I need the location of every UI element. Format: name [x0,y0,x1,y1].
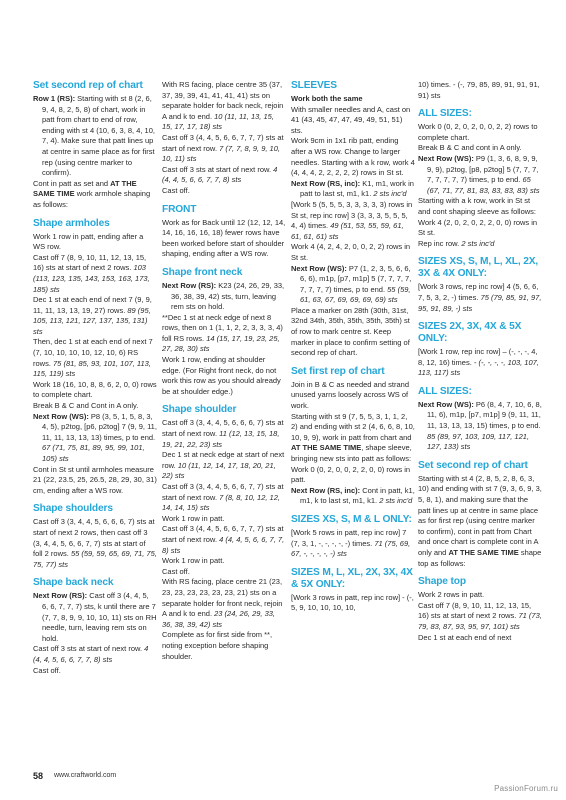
paragraph: Work as for Back until 12 (12, 12, 14, 14, 16, 16, 16, 18) fewer rows have been worked before start of shoulder shaping, ending after a WS row. [162,217,286,259]
paragraph: With smaller needles and A, cast on 41 (43, 45, 47, 47, 49, 49, 51, 51) sts. [291,104,411,135]
page-number: 58 [33,771,44,781]
paragraph: Work 1 row in patt. [162,556,225,566]
subheading: Work both the same [291,94,363,103]
paragraph: Next Row (WS): P6 (8, 4, 7, 10, 6, 8, 11, 6), m1p, [p7, m1p] 9 (9, 11, 11, 11, 13, 13, 13, 15) times, p to end. 85 (89, 97, 103, 109, 117, 121, 127, 133) sts [418,399,542,452]
paragraph: Cast off 3 (4, 4, 5, 6, 6, 7, 7, 7) sts at start of next row. 7 (7, 7, 8, 9, 9, 10, 10, 11) sts [162,132,284,164]
section-heading: Shape front neck [162,266,243,278]
paragraph: With RS facing, place centre 21 (23, 23, 23, 23, 23, 23, 23, 21) sts on a separate holder for front neck, rejoin A and k to end. 23 (24, 26, 29, 33, 36, 38, 39, 42) sts [162,577,283,629]
paragraph: [Work 5 rows in patt, rep inc row] 7 (7, 3, 1, -, -, -, -, -) times. 71 (75, 69, 67, -, -, -, -, -) sts [291,527,411,559]
paragraph: Work 1 row in patt. [162,513,225,523]
paragraph: Next Row (RS): K23 (24, 26, 29, 33, 36, 38, 39, 42) sts, turn, leaving rem sts on hold. [162,280,285,312]
paragraph: Join in B & C as needed and strand unused yarns loosely across WS of work. [291,379,409,411]
paragraph: Work 0 (0, 2, 0, 0, 2, 2, 0, 0) rows in patt. [291,464,411,485]
paragraph: Dec 1 st at each end of next [418,632,512,642]
section-heading: SIZES XS, S, M & L ONLY: [291,513,412,525]
paragraph: Cast off 3 (3, 4, 4, 5, 6, 6, 6, 7) sts at start of next row. 11 (12, 13, 15, 18, 19, 21, 22, 23) sts [162,418,284,449]
paragraph: Cont in St st until armholes measure 21 (22, 23.5, 25, 26.5, 28, 29, 30, 31) cm, ending after a WS row. [33,464,157,495]
paragraph: [Work 3 rows in patt, rep inc row] - (-, 5, 9, 10, 10, 10, 10, [291,592,414,613]
paragraph: Cast off 3 (4, 4, 5, 6, 6, 7, 7, 7) sts at start of next row. 4 (4, 4, 5, 6, 6, 7, 7, 8) sts [162,524,285,555]
paragraph: Dec 1 st at each end of next 7 (9, 9, 11, 11, 13, 13, 19, 27) rows. 89 (95, 105, 113, 121, 127, 137, 135, 131) sts [33,295,152,336]
paragraph: Work 4 (2, 0, 2, 0, 2, 2, 0, 0) rows in St st. [418,217,538,238]
paragraph: Cast off. [162,185,190,195]
paragraph: **Dec 1 st at neck edge of next 8 rows, then on 1 (1, 1, 2, 2, 3, 3, 3, 4) foll RS rows. 14 (15, 17, 19, 23, 25, 27, 28, 30) sts [162,312,283,354]
paragraph: Work 2 rows in patt. [418,590,485,600]
section-heading: SLEEVES [291,80,337,91]
footer-url: www.craftworld.com [54,772,117,779]
watermark: PassionForum.ru [494,784,558,793]
paragraph: Cast off 3 (3, 4, 4, 5, 6, 6, 6, 7) sts at start of next 2 rows, then cast off 3 (3, 4, 4, 5, 6, 6, 7, 7) sts at start of foll 2 rows. 55 (59, 59, 65, 69, 71, 75, 75, 77) sts [33,517,157,569]
section-heading: Set first rep of chart [291,365,385,377]
paragraph: Work 1 row, ending at shoulder edge. (For Right front neck, do not work this row as you should already be at shoulder edge.) [162,355,281,396]
paragraph: Cont in patt as set and AT THE SAME TIME work armhole shaping as follows: [33,178,151,209]
paragraph: Cast off. [162,566,190,576]
section-heading: Shape shoulders [33,503,113,515]
paragraph: Next Row (WS): P9 (1, 3, 6, 8, 9, 9, 9, 9), p2tog, [p8, p2tog] 5 (7, 7, 7, 7, 7, 7, 7, 7) times, p to end. 65 (67, 71, 77, 81, 83, 83, 83, 83) sts [418,153,540,195]
paragraph: Work 4 (4, 2, 4, 2, 0, 0, 2, 2) rows in St st. [291,242,411,262]
paragraph: 10) times. - (-, 79, 85, 89, 91, 91, 91, 91) sts [418,80,540,100]
paragraph: Starting with st 4 (2, 8, 5, 2, 8, 6, 3, 10) and ending with st 7 (9, 3, 6, 9, 3, 5, 8, 1), and making sure that the patt lines up at centre in same place as for first rep (using centre marker to confirm), cont in patt from Chart and once chart is complete cont in A only and AT THE SAME TIME shape top as follows: [418,473,542,568]
section-heading: SIZES 2X, 3X, 4X & 5X ONLY: [418,321,522,345]
paragraph: Cast off 7 (8, 9, 10, 11, 12, 13, 15, 16) sts at start of next 2 rows. 103 (113, 123, 135, 143, 153, 163, 173, 185) sts [33,252,150,294]
paragraph: Starting with a k row, work in St st and cont shaping sleeve as follows: [418,196,536,216]
paragraph: [Work 3 rows, rep inc row] 4 (5, 6, 6, 7, 5, 3, 2, -) times. 75 (79, 85, 91, 97, 95, 91, 89, -) sts [418,282,542,313]
section-heading: Set second rep of chart [418,459,528,471]
section-heading: Shape armholes [33,217,110,229]
paragraph: Cast off 7 (8, 9, 10, 11, 12, 13, 15, 16) sts at start of next 2 rows. 71 (73, 79, 83, 87, 93, 95, 97, 101) sts [418,600,542,631]
text-column-3 [291,80,415,614]
paragraph: Work 1 row in patt, ending after a WS row. [33,231,144,252]
paragraph: Work 0 (0, 2, 0, 2, 0, 0, 2, 2) rows to complete chart. [418,122,538,142]
section-heading: SIZES M, L, XL, 2X, 3X, 4X & 5X ONLY: [291,566,413,590]
paragraph: [Work 5 (5, 5, 5, 3, 3, 3, 3, 3) rows in St st, rep inc row] 3 (3, 3, 3, 5, 5, 5, 4, 4) times. 49 (51, 53, 55, 59, 61, 61, 61, 61) sts [291,199,413,241]
paragraph: With RS facing, place centre 35 (37, 37, 39, 39, 41, 41, 41, 41) sts on separate holder for back neck, rejoin A and k to end. 10 (11, 11, 13, 15, 15, 17, 17, 18) sts [162,80,284,132]
section-heading: Shape top [418,576,466,588]
section-heading: ALL SIZES: [418,385,472,397]
text-column-1 [33,80,157,676]
paragraph: Next Row (WS): P7 (1, 2, 3, 5, 6, 6, 6, 6), m1p, [p7, m1p] 5 (7, 7, 7, 7, 7, 7, 7, 7) times, p to end. 55 (59, 61, 63, 67, 69, 69, 69, 69) sts [291,263,412,305]
section-heading: Shape back neck [33,577,114,589]
paragraph: Place a marker on 28th (30th, 31st, 32nd 34th, 35th, 35th, 35th, 35th) st of row to mark centre st. Keep marker in place to confirm setting of second rep of chart. [291,305,410,358]
paragraph: Rep inc row. 2 sts inc'd [418,238,495,248]
paragraph: Break B & C and Cont in A only. [33,401,139,411]
section-heading: ALL SIZES: [418,108,472,120]
text-column-4 [418,80,542,643]
paragraph: Next Row (WS): P8 (3, 5, 1, 5, 8, 3, 4, 5), p2tog, [p6, p2tog] 7 (9, 9, 11, 11, 11, 13, 13, 13) times, p to end. 67 (71, 75, 81, 89, 95, 99, 101, 105) sts [33,411,157,463]
paragraph: Dec 1 st at neck edge at start of next row. 10 (11, 12, 14, 17, 18, 20, 21, 22) sts [162,450,285,481]
section-heading: Shape shoulder [162,404,237,416]
paragraph: Cast off 3 sts at start of next row. 4 (4, 4, 5, 6, 6, 7, 7, 8) sts [33,644,149,664]
paragraph: Next Row (RS, inc): K1, m1, work in patt to last st, m1, k1. 2 sts inc'd [291,178,414,199]
section-heading: FRONT [162,203,197,215]
section-heading: SIZES XS, S, M, L, XL, 2X, 3X & 4X ONLY: [418,256,539,280]
paragraph: [Work 1 row, rep inc row] – (-, -, -, 4, 8, 12, 16) times. - (-, -, -, -, 103, 107, 113, 117) sts [418,347,539,378]
paragraph: Cast off. [33,665,61,675]
paragraph: Break B & C and cont in A only. [418,143,522,153]
section-heading: Set second rep of chart [33,80,143,91]
paragraph: Next Row (RS, inc): Cont in patt, k1, m1, k to last st, m1, k1. 2 sts inc'd [291,485,415,506]
paragraph: Work 18 (16, 10, 8, 8, 6, 2, 0, 0) rows to complete chart. [33,379,157,400]
text-column-2 [162,80,286,662]
paragraph: Starting with st 9 (7, 5, 5, 3, 1, 1, 2, 2) and ending with st 2 (4, 6, 6, 8, 10, 10, 9, 9), work in patt from chart and AT THE SAME TIME, shape sleeve, bringing new sts into patt as follows: [291,411,415,463]
paragraph: Work 9cm in 1x1 rib patt, ending after a WS row. Change to larger needles. Starting with a k row, work 4 (4, 4, 4, 2, 2, 2, 2, 2) rows in St st. [291,136,415,178]
paragraph: Cast off 3 sts at start of next row. 4 (4, 4, 5, 6, 6, 7, 7, 8) sts [162,164,278,185]
paragraph: Next Row (RS): Cast off 3 (4, 4, 5, 6, 6, 7, 7, 7) sts, k until there are 7 (7, 7, 8, 9, 9, 10, 10, 11) sts on RH needle, turn, leaving rem sts on hold. [33,591,157,643]
paragraph: Complete as for first side from **, noting exception before shaping shoulder. [162,630,273,661]
paragraph: Then, dec 1 st at each end of next 7 (7, 10, 10, 10, 10, 12, 10, 6) RS rows. 75 (81, 85, 93, 101, 107, 113, 115, 119) sts [33,337,153,379]
paragraph: Cast off 3 (3, 4, 4, 5, 6, 6, 7, 7) sts at start of next row. 7 (8, 8, 10, 12, 12, 14, 14, 15) sts [162,482,284,513]
paragraph: Row 1 (RS): Starting with st 8 (2, 6, 9, 4, 8, 2, 5, 8) of chart, work in patt from chart to end of row, ending with st 4 (10, 6, 3, 8, 4, 10, 7, 4). Make sure that patt lines up at centre in same place as for first rep (using centre marker to confirm). [33,94,155,178]
